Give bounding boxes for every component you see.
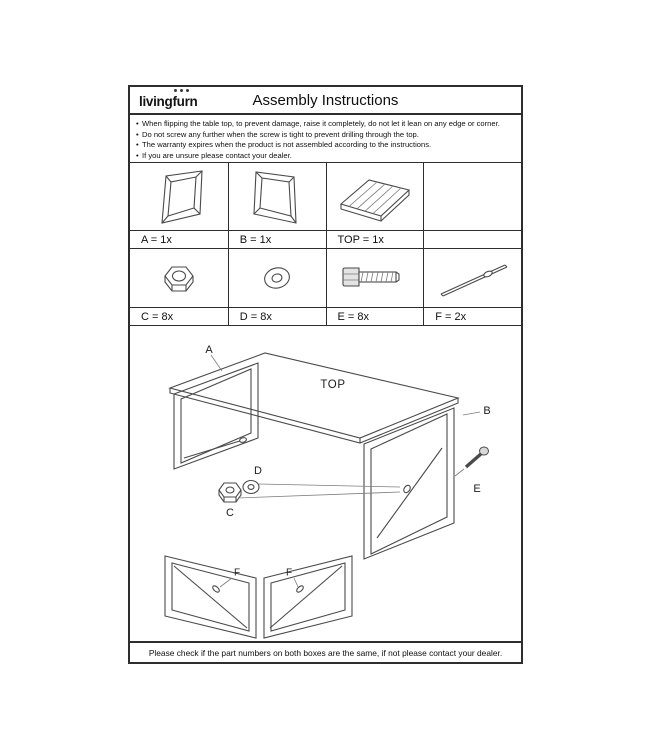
parts-table	[130, 163, 521, 326]
footer-text: Please check if the part numbers on both boxes are the same, if not please contact your dealer.	[148, 647, 503, 658]
assembly-diagram	[130, 326, 521, 641]
part-cell-b	[228, 163, 326, 230]
header	[130, 87, 521, 115]
part-cell-empty	[423, 163, 521, 230]
part-label-a: A = 1x	[130, 230, 228, 249]
note-item: • Do not screw any further when the screw is tight to prevent drilling through the top.	[135, 130, 516, 141]
notes-section	[130, 115, 521, 163]
diagram-label-e: E	[473, 483, 481, 495]
part-cell-c	[130, 249, 228, 307]
side-frame-b-icon	[237, 166, 317, 228]
part-label-top: TOP = 1x	[326, 230, 424, 249]
part-cell-top	[326, 163, 424, 230]
page-title: Assembly Instructions	[252, 92, 399, 109]
part-label-e: E = 8x	[326, 307, 424, 326]
part-label-f: F = 2x	[423, 307, 521, 326]
footer-bar	[130, 641, 521, 662]
note-item: • When flipping the table top, to prevent damage, raise it completely, do not let it lean on any edge or corner.	[135, 119, 516, 130]
part-cell-a	[130, 163, 228, 230]
side-frame-a-icon	[139, 166, 219, 228]
note-item: • If you are unsure please contact your dealer.	[135, 151, 516, 162]
part-label-d: D = 8x	[228, 307, 326, 326]
part-label-b: B = 1x	[228, 230, 326, 249]
table-top-icon	[335, 166, 415, 228]
diagram-label-a: A	[205, 344, 213, 356]
part-cell-f	[423, 249, 521, 307]
rod-icon	[433, 252, 513, 304]
brand-logo: livingfurn	[139, 94, 198, 109]
note-item: • The warranty expires when the product is not assembled according to the instructions.	[135, 140, 516, 151]
nut-icon	[139, 252, 219, 304]
diagram-label-f-right: F	[285, 567, 293, 579]
diagram-label-f-left: F	[233, 567, 241, 579]
washer-icon	[237, 252, 317, 304]
diagram-label-top: TOP	[320, 379, 346, 391]
instruction-sheet	[128, 85, 523, 664]
part-label-c: C = 8x	[130, 307, 228, 326]
part-cell-e	[326, 249, 424, 307]
part-cell-d	[228, 249, 326, 307]
bolt-icon	[335, 252, 415, 304]
part-label-empty	[423, 230, 521, 249]
diagram-label-c: C	[226, 507, 234, 519]
diagram-label-b: B	[483, 405, 491, 417]
diagram-label-d: D	[254, 465, 262, 477]
assembly-drawing	[130, 326, 521, 641]
